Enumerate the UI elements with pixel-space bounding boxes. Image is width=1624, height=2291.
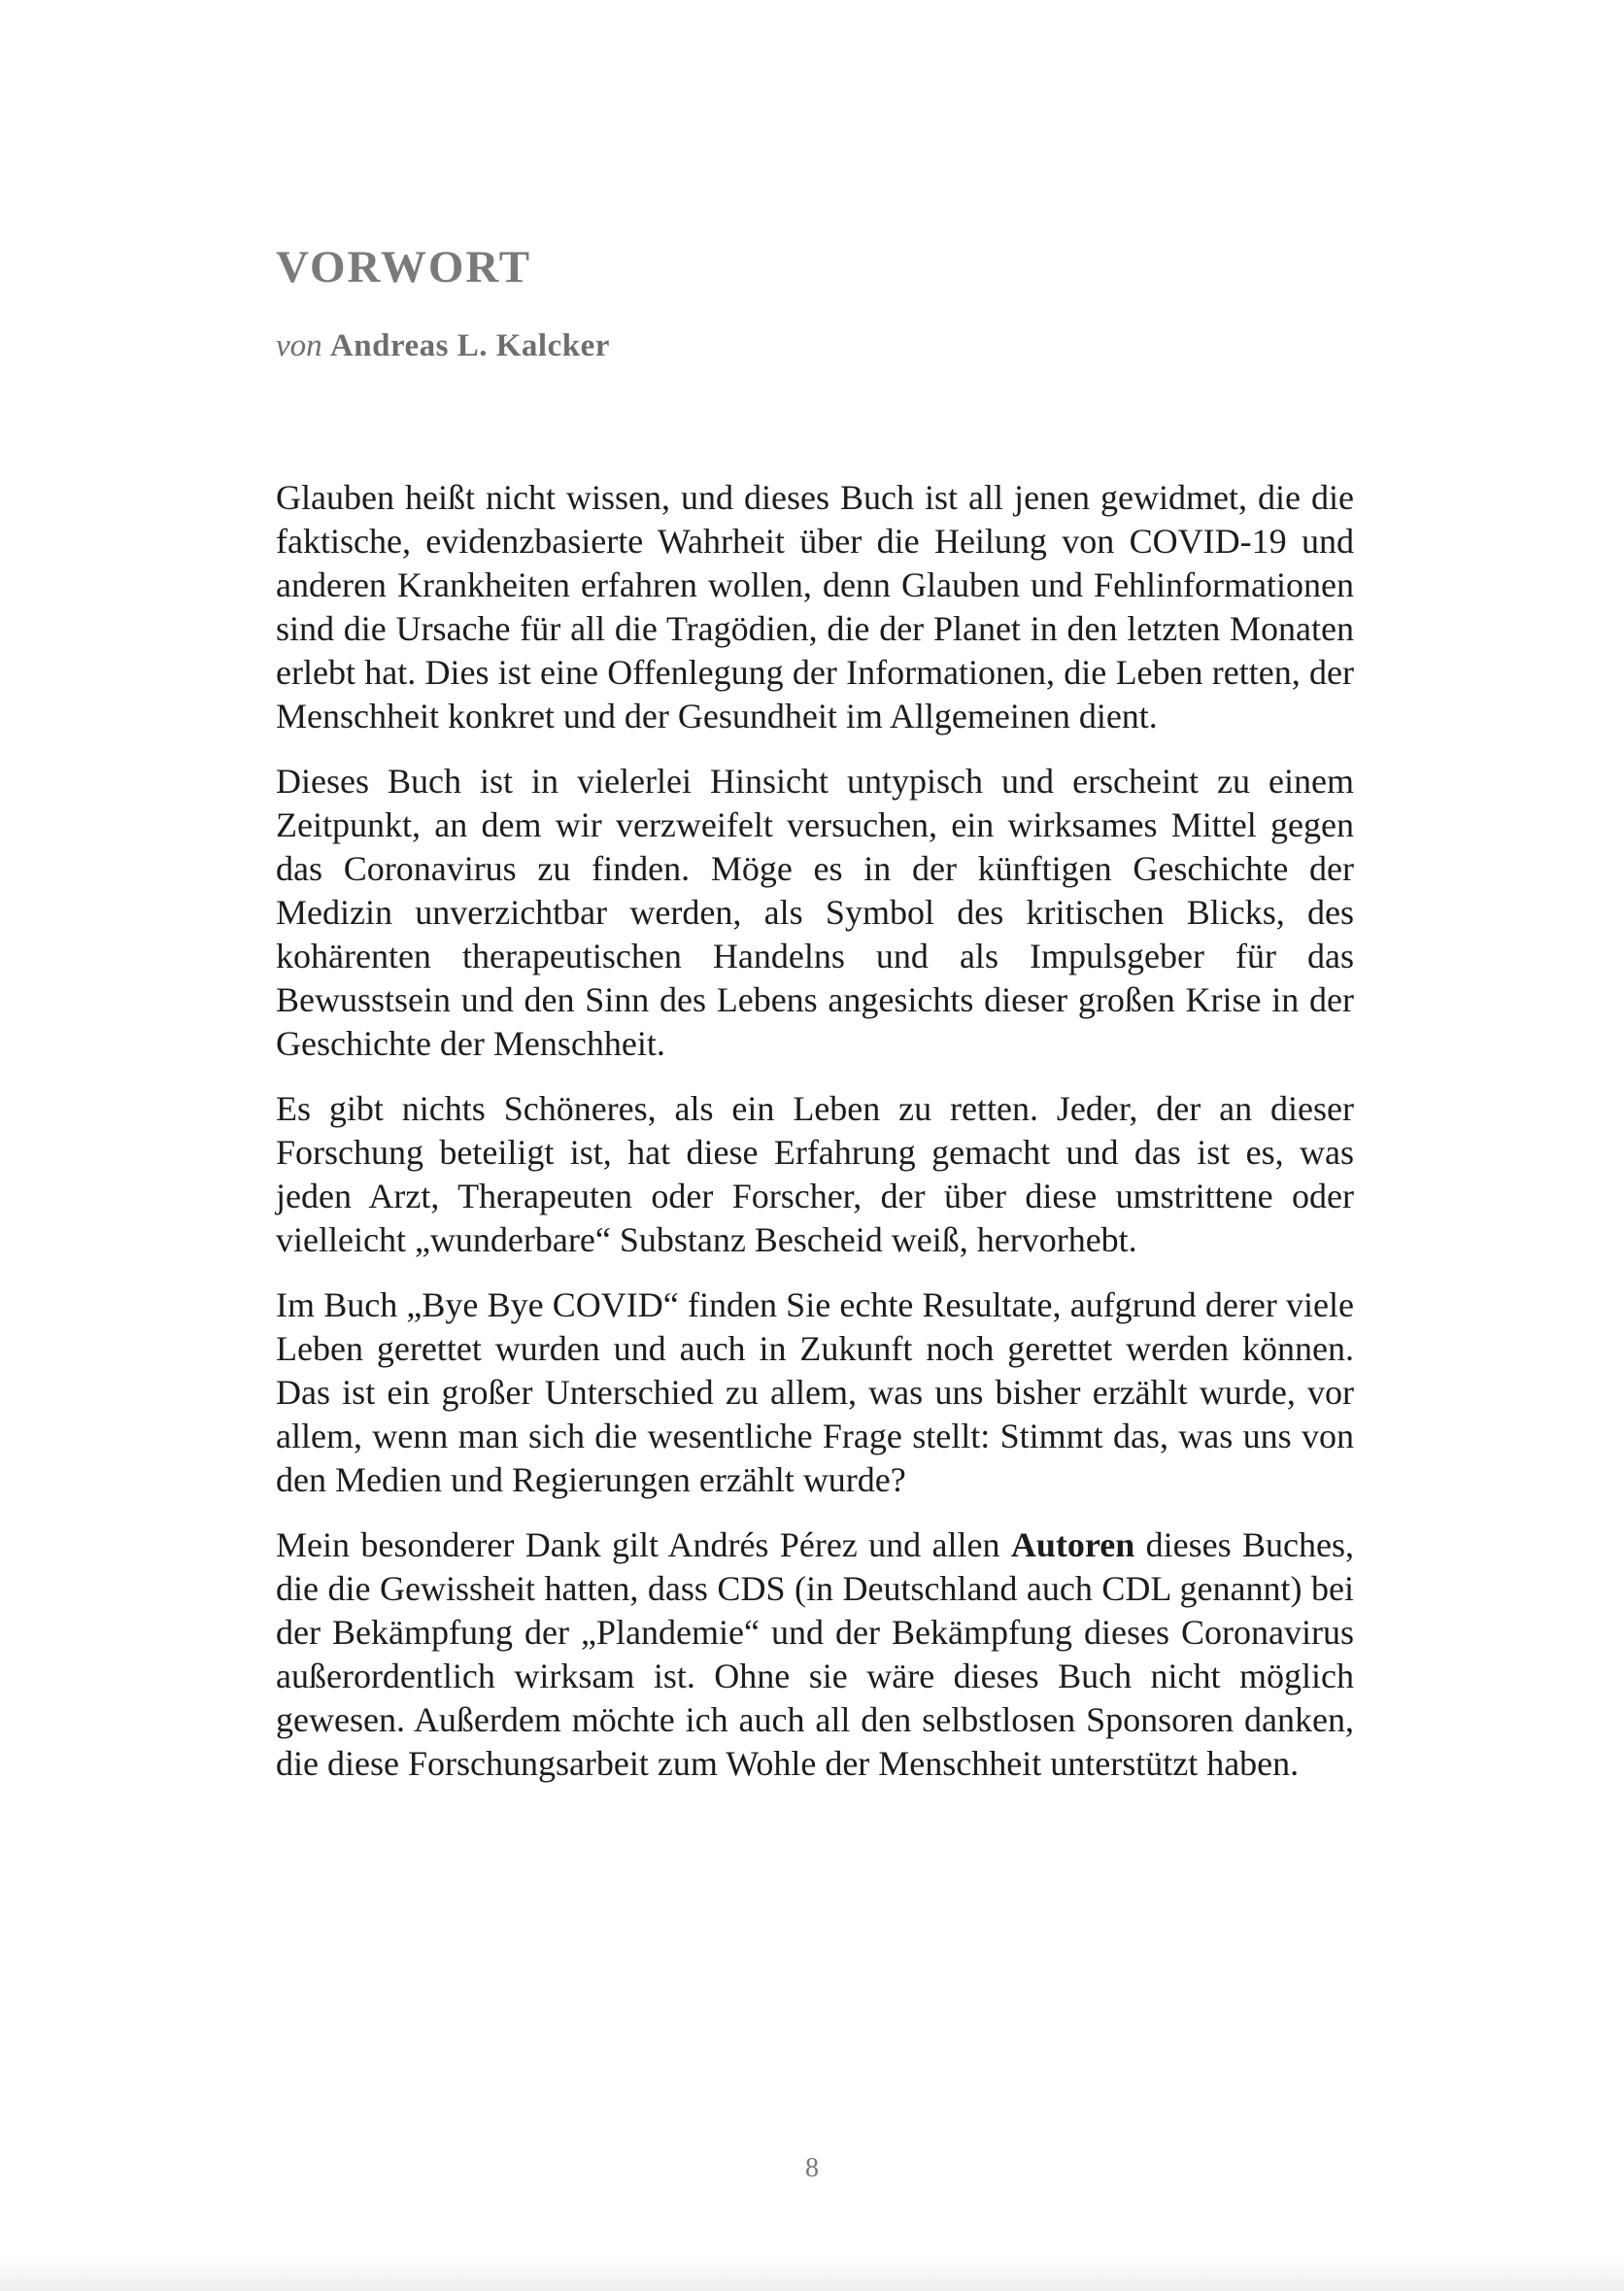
paragraph: Es gibt nichts Schöneres, als ein Leben zu retten. Jeder, der an dieser Forschung beteiligt ist, hat diese Erfahrung gemacht und das ist es, was jeden Arzt, Therapeuten oder Forscher, der über diese umstrittene oder vielleicht „wunderbare“ Substanz Bescheid weiß, hervorhebt.	[276, 1089, 1354, 1259]
page-number: 8	[805, 2153, 819, 2183]
emphasis-autoren: Autoren	[1010, 1525, 1135, 1564]
body-text	[276, 476, 1354, 1807]
paragraph: Dieses Buch ist in vielerlei Hinsicht untypisch und erscheint zu einem Zeitpunkt, an dem wir verzweifelt versuchen, ein wirksames Mittel gegen das Coronavirus zu finden. Möge es in der künftigen Geschichte der Medizin unverzichtbar werden, als Symbol des kritischen Blicks, des kohärenten therapeutischen Handelns und als Impulsgeber für das Bewusstsein und den Sinn des Lebens angesichts dieser großen Krise in der Geschichte der Menschheit.	[276, 762, 1354, 1063]
paragraph-text-end: dieses Buches, die die Gewissheit hatten, dass CDS (in Deutschland auch CDL genannt) bei der Bekämpfung der „Plandemie“ und der Bekämpfung dieses Coronavirus außerordentlich wirksam ist. Ohne sie wäre dieses Buch nicht möglich gewesen. Außerdem möchte ich auch all den selbstlosen Sponsoren danken, die diese Forschungsarbeit zum Wohle der Menschheit unterstützt haben.	[276, 1525, 1354, 1783]
byline-author: Andreas L. Kalcker	[329, 328, 610, 363]
chapter-heading: VORWORT	[276, 242, 532, 292]
paragraph: Glauben heißt nicht wissen, und dieses Buch ist all jenen gewidmet, die die faktische, evidenzbasierte Wahrheit über die Heilung von COVID-19 und anderen Krankheiten erfahren wollen, denn Glauben und Fehlinformationen sind die Ursache für all die Tragödien, die der Planet in den letzten Monaten erlebt hat. Dies ist eine Offenlegung der Informationen, die Leben retten, der Menschheit konkret und der Gesundheit im Allgemeinen dient.	[276, 478, 1354, 735]
paragraph-text-start: Mein besonderer Dank gilt Andrés Pérez und allen	[276, 1525, 1011, 1564]
page-edge-shade	[0, 2258, 1624, 2291]
paragraph: Im Buch „Bye Bye COVID“ finden Sie echte Resultate, aufgrund derer viele Leben gerettet wurden und auch in Zukunft noch gerettet werden können. Das ist ein großer Unterschied zu allem, was uns bisher erzählt wurde, vor allem, wenn man sich die wesentliche Frage stellt: Stimmt das, was uns von den Medien und Regierungen erzählt wurde?	[276, 1285, 1354, 1499]
byline	[276, 330, 610, 362]
paragraph-acknowledgement	[276, 1523, 1354, 1786]
byline-prefix: von	[276, 328, 322, 363]
